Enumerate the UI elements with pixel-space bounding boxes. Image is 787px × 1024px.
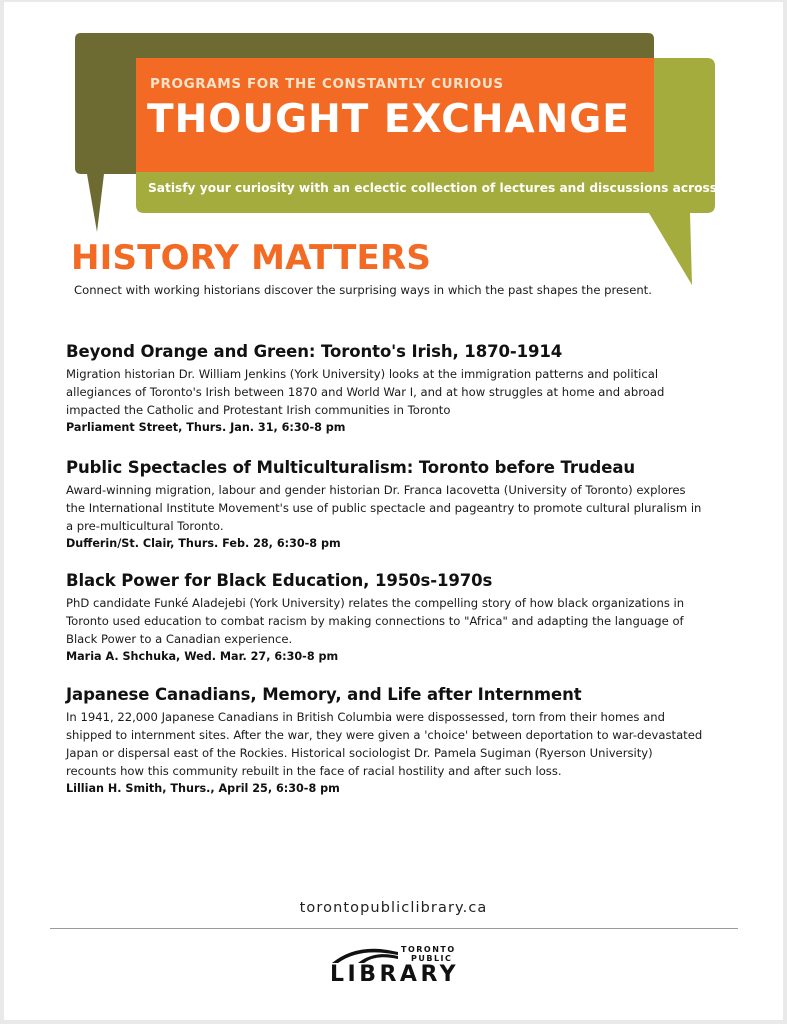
event-item xyxy=(66,685,706,798)
event-description: In 1941, 22,000 Japanese Canadians in British Columbia were dispossessed, torn from their homes and shipped to internment sites. After the war, they were given a 'choice' between deportation to war-devastated Japan or dispersal east of the Rockies. Historical sociologist Dr. Pamela Sugiman (Ryerson University) recounts how this community rebuilt in the face of racial hostility and after such loss. xyxy=(66,710,703,778)
footer-divider xyxy=(50,928,738,929)
section-intro: Connect with working historians discover the surprising ways in which the past shapes the present. xyxy=(74,283,652,297)
flyer-page xyxy=(4,2,783,1020)
toronto-public-library-logo xyxy=(328,944,468,988)
section-title: HISTORY MATTERS xyxy=(71,238,432,278)
library-arch-icon xyxy=(328,944,408,964)
event-description: PhD candidate Funké Aladejebi (York University) relates the compelling story of how black organizations in Toronto used education to combat racism by making connections to "Africa" and adapting the language of Black Power to a Canadian experience. xyxy=(66,596,685,646)
event-description: Migration historian Dr. William Jenkins (York University) looks at the immigration patterns and political allegiances of Toronto's Irish between 1870 and World War I, and at how struggles at home and abroad impacted the Catholic and Protestant Irish communities in Toronto xyxy=(66,367,665,417)
event-title: Public Spectacles of Multiculturalism: Toronto before Trudeau xyxy=(66,458,636,477)
library-website-link[interactable]: torontopubliclibrary.ca xyxy=(299,900,488,916)
event-title: Black Power for Black Education, 1950s-1970s xyxy=(66,571,493,590)
event-description: Award-winning migration, labour and gender historian Dr. Franca Iacovetta (University of Toronto) explores the International Institute Movement's use of public spectacle and pageantry to promote cultural pluralism in a pre-multicultural Toronto. xyxy=(66,483,702,533)
event-location-time: Parliament Street, Thurs. Jan. 31, 6:30-8 pm xyxy=(66,421,346,434)
logo-toronto-text: TORONTO xyxy=(401,945,456,954)
event-title: Japanese Canadians, Memory, and Life after Internment xyxy=(66,685,582,704)
event-title: Beyond Orange and Green: Toronto's Irish, 1870-1914 xyxy=(66,342,563,361)
event-location-time: Dufferin/St. Clair, Thurs. Feb. 28, 6:30-8 pm xyxy=(66,537,341,550)
event-item xyxy=(66,571,706,666)
event-location-time: Lillian H. Smith, Thurs., April 25, 6:30-8 pm xyxy=(66,782,340,795)
banner-eyebrow: PROGRAMS FOR THE CONSTANTLY CURIOUS xyxy=(150,76,504,92)
event-item xyxy=(66,342,706,437)
banner-title: THOUGHT EXCHANGE xyxy=(147,97,630,142)
event-location-time: Maria A. Shchuka, Wed. Mar. 27, 6:30-8 pm xyxy=(66,650,339,663)
logo-public-text: PUBLIC xyxy=(411,954,453,963)
banner-tagline: Satisfy your curiosity with an eclectic collection of lectures and discussions across the city. xyxy=(148,181,777,195)
logo-library-text: LIBRARY xyxy=(330,962,460,987)
event-item xyxy=(66,458,706,553)
